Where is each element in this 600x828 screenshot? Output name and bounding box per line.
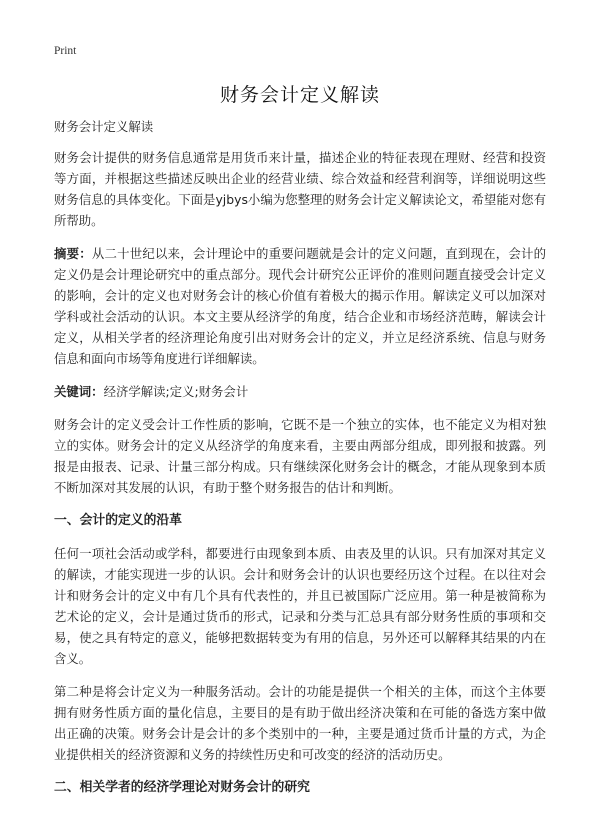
article-body: [54, 116, 546, 810]
body-paragraph-2: 任何一项社会活动或学科，都要进行由现象到本质、由表及里的认识。只有加深对其定义的解读，才能实现进一步的认识。会计和财务会计的认识也要经历这个过程。在以往对会计和财务会计的定义中有几个具有代表性的，并且已被国际广泛应用。第一种是被简称为艺术论的定义，会计是通过货币的形式，记录和分类与汇总具有部分财务性质的事项和交易，使之具有特定的意义，能够把数据转变为有用的信息，另外还可以解释其结果的内在含义。: [54, 546, 546, 666]
body-paragraph-1: 财务会计的定义受会计工作性质的影响，它既不是一个独立的实体，也不能定义为相对独立的实体。财务会计的定义从经济学的角度来看，主要由两部分组成，即列报和披露。列报是由报表、记录、计量三部分构成。只有继续深化财务会计的概念，才能从现象到本质不断加深对其发展的认识，有助于整个财务报告的估计和判断。: [54, 417, 546, 495]
section-heading-1: 一、会计的定义的沿革: [54, 513, 182, 528]
article-title: 财务会计定义解读: [219, 84, 380, 106]
abstract-text: 从二十世纪以来，会计理论中的重要问题就是会计的定义问题，直到现在，会计的定义仍是会计理论研究中的重点部分。现代会计研究公正评价的准则问题直接受会计定义的影响，会计的定义也对财务会计的核心价值有着极大的揭示作用。解读定义可以加深对学科或社会活动的认识。本文主要从经济学的角度，结合企业和市场经济范畴，解读会计定义，从相关学者的经济理论角度引出对财务会计的定义，并立足经济系统、信息与财务信息和面向市场等角度进行详细解读。: [54, 246, 547, 366]
keywords-label: 关键词：: [54, 384, 104, 399]
keywords-paragraph: [54, 381, 546, 402]
keywords-text: 经济学解读;定义;财务会计: [103, 384, 249, 399]
section-heading-2: 二、相关学者的经济学理论对财务会计的研究: [54, 780, 310, 795]
abstract-label: 摘要：: [54, 246, 92, 261]
abstract-paragraph: [54, 243, 546, 369]
print-link[interactable]: Print: [54, 45, 77, 57]
intro-paragraph: 财务会计提供的财务信息通常是用货币来计量，描述企业的特征表现在理财、经营和投资等方面，并根据这些描述反映出企业的经营业绩、综合效益和经营利润等，详细说明这些财务信息的具体变化。下面是yjbys小编为您整理的财务会计定义解读论文，希望能对您有所帮助。: [54, 150, 546, 228]
article-subtitle: 财务会计定义解读: [54, 119, 154, 134]
body-paragraph-3: 第二种是将会计定义为一种服务活动。会计的功能是提供一个相关的主体，而这个主体要拥有财务性质方面的量化信息，主要目的是有助于做出经济决策和在可能的备选方案中做出正确的决策。财务会计是会计的多个类别中的一种，主要是通过货币计量的方式，为企业提供相关的经济资源和义务的持续性历史和可改变的经济的活动历史。: [54, 684, 546, 762]
